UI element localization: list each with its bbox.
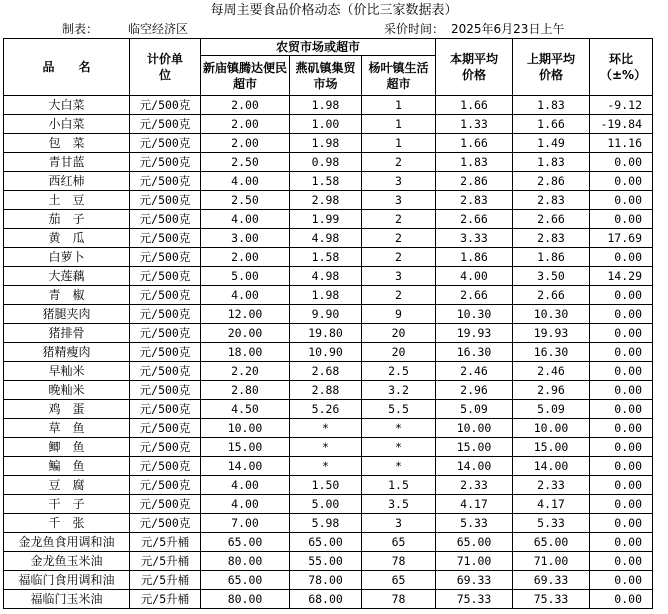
cell-market-3: 9: [362, 305, 436, 324]
table-row: [4, 191, 653, 210]
cell-unit: 元/500克: [130, 438, 201, 457]
cell-market-1: 5.00: [201, 267, 290, 286]
cell-current-avg: 71.00: [436, 552, 513, 571]
cell-market-2: 1.98: [290, 134, 362, 153]
header-name: 品 名: [4, 39, 130, 96]
cell-market-3: 3: [362, 191, 436, 210]
cell-market-1: 65.00: [201, 533, 290, 552]
cell-current-avg: 10.00: [436, 419, 513, 438]
cell-previous-avg: 2.83: [513, 191, 590, 210]
cell-market-3: 1: [362, 96, 436, 115]
cell-name: 金龙鱼玉米油: [4, 552, 130, 571]
sheet-title: 每周主要食品价格动态（价比三家数据表）: [210, 3, 458, 18]
cell-change: 0.00: [590, 590, 653, 609]
table-row: [4, 172, 653, 191]
cell-current-avg: 4.17: [436, 495, 513, 514]
cell-market-3: 3: [362, 172, 436, 191]
header-market-2: 燕矶镇集贸市场: [290, 56, 362, 96]
cell-market-2: 1.98: [290, 96, 362, 115]
cell-market-3: 2: [362, 248, 436, 267]
table-row: [4, 153, 653, 172]
cell-market-3: *: [362, 438, 436, 457]
time-value: 2025年6月23日上午: [451, 22, 565, 36]
cell-current-avg: 2.96: [436, 381, 513, 400]
cell-current-avg: 2.83: [436, 191, 513, 210]
cell-market-1: 3.00: [201, 229, 290, 248]
cell-previous-avg: 1.66: [513, 115, 590, 134]
cell-name: 大白菜: [4, 96, 130, 115]
cell-current-avg: 2.66: [436, 286, 513, 305]
cell-unit: 元/500克: [130, 248, 201, 267]
cell-current-avg: 69.33: [436, 571, 513, 590]
table-row: [4, 286, 653, 305]
table-row: [4, 343, 653, 362]
table-row: [4, 324, 653, 343]
header-change: 环比（±%）: [590, 39, 653, 96]
cell-current-avg: 1.66: [436, 96, 513, 115]
cell-previous-avg: 15.00: [513, 438, 590, 457]
header-market-3: 杨叶镇生活超市: [362, 56, 436, 96]
cell-market-1: 80.00: [201, 590, 290, 609]
cell-name: 草 鱼: [4, 419, 130, 438]
cell-unit: 元/500克: [130, 419, 201, 438]
cell-market-2: 4.98: [290, 229, 362, 248]
cell-unit: 元/500克: [130, 96, 201, 115]
table-row: [4, 590, 653, 609]
cell-change: 0.00: [590, 362, 653, 381]
cell-market-3: 2.5: [362, 362, 436, 381]
cell-current-avg: 75.33: [436, 590, 513, 609]
info-row: [0, 21, 668, 38]
table-row: [4, 495, 653, 514]
cell-unit: 元/500克: [130, 115, 201, 134]
cell-previous-avg: 2.96: [513, 381, 590, 400]
cell-market-2: 2.68: [290, 362, 362, 381]
cell-current-avg: 1.83: [436, 153, 513, 172]
cell-market-2: 2.88: [290, 381, 362, 400]
cell-change: 0.00: [590, 286, 653, 305]
cell-previous-avg: 2.46: [513, 362, 590, 381]
cell-unit: 元/500克: [130, 362, 201, 381]
cell-previous-avg: 1.83: [513, 96, 590, 115]
cell-name: 猪排骨: [4, 324, 130, 343]
cell-unit: 元/500克: [130, 191, 201, 210]
cell-market-2: *: [290, 419, 362, 438]
cell-name: 大莲藕: [4, 267, 130, 286]
cell-previous-avg: 71.00: [513, 552, 590, 571]
cell-change: 14.29: [590, 267, 653, 286]
cell-unit: 元/5升桶: [130, 590, 201, 609]
cell-market-2: 19.80: [290, 324, 362, 343]
cell-change: 11.16: [590, 134, 653, 153]
cell-change: 0.00: [590, 552, 653, 571]
cell-change: 0.00: [590, 571, 653, 590]
cell-market-3: 3.5: [362, 495, 436, 514]
cell-name: 豆 腐: [4, 476, 130, 495]
cell-change: 0.00: [590, 172, 653, 191]
cell-unit: 元/500克: [130, 457, 201, 476]
cell-market-3: 65: [362, 533, 436, 552]
cell-market-2: 4.98: [290, 267, 362, 286]
cell-name: 鲫 鱼: [4, 438, 130, 457]
cell-change: 0.00: [590, 324, 653, 343]
cell-market-1: 20.00: [201, 324, 290, 343]
cell-unit: 元/500克: [130, 286, 201, 305]
cell-market-1: 7.00: [201, 514, 290, 533]
cell-market-3: 2: [362, 286, 436, 305]
cell-market-3: 1: [362, 115, 436, 134]
table-row: [4, 210, 653, 229]
table-row: [4, 533, 653, 552]
cell-market-1: 4.00: [201, 476, 290, 495]
cell-market-2: 0.98: [290, 153, 362, 172]
cell-previous-avg: 2.83: [513, 229, 590, 248]
cell-previous-avg: 1.83: [513, 153, 590, 172]
cell-market-1: 2.50: [201, 191, 290, 210]
table-row: [4, 248, 653, 267]
cell-previous-avg: 10.30: [513, 305, 590, 324]
cell-unit: 元/500克: [130, 210, 201, 229]
cell-name: 晚籼米: [4, 381, 130, 400]
cell-change: 0.00: [590, 400, 653, 419]
cell-name: 干 子: [4, 495, 130, 514]
cell-change: 0.00: [590, 248, 653, 267]
cell-market-1: 2.80: [201, 381, 290, 400]
cell-name: 青 椒: [4, 286, 130, 305]
cell-current-avg: 1.86: [436, 248, 513, 267]
cell-previous-avg: 3.50: [513, 267, 590, 286]
cell-market-3: 5.5: [362, 400, 436, 419]
cell-name: 早籼米: [4, 362, 130, 381]
cell-market-3: 2: [362, 229, 436, 248]
table-row: [4, 552, 653, 571]
cell-market-1: 2.00: [201, 248, 290, 267]
maker-label: 制表：: [62, 22, 99, 36]
cell-market-1: 4.00: [201, 210, 290, 229]
cell-market-3: 2: [362, 153, 436, 172]
cell-market-1: 2.20: [201, 362, 290, 381]
cell-market-1: 4.00: [201, 495, 290, 514]
cell-name: 猪精瘦肉: [4, 343, 130, 362]
table-row: [4, 96, 653, 115]
cell-current-avg: 1.66: [436, 134, 513, 153]
table-row: [4, 115, 653, 134]
cell-market-1: 4.00: [201, 172, 290, 191]
cell-market-3: 2: [362, 210, 436, 229]
cell-previous-avg: 16.30: [513, 343, 590, 362]
table-row: [4, 229, 653, 248]
cell-unit: 元/500克: [130, 400, 201, 419]
cell-previous-avg: 10.00: [513, 419, 590, 438]
cell-market-3: 78: [362, 590, 436, 609]
cell-market-1: 2.00: [201, 96, 290, 115]
cell-unit: 元/500克: [130, 476, 201, 495]
cell-market-2: *: [290, 438, 362, 457]
cell-market-1: 12.00: [201, 305, 290, 324]
cell-change: -9.12: [590, 96, 653, 115]
cell-current-avg: 2.86: [436, 172, 513, 191]
cell-current-avg: 3.33: [436, 229, 513, 248]
cell-market-1: 15.00: [201, 438, 290, 457]
cell-change: 0.00: [590, 210, 653, 229]
cell-market-2: 68.00: [290, 590, 362, 609]
cell-unit: 元/500克: [130, 381, 201, 400]
cell-unit: 元/500克: [130, 229, 201, 248]
cell-market-2: 5.98: [290, 514, 362, 533]
header-previous-avg: 上期平均价格: [513, 39, 590, 96]
cell-market-2: 5.26: [290, 400, 362, 419]
cell-market-2: 1.58: [290, 248, 362, 267]
cell-market-3: 78: [362, 552, 436, 571]
cell-market-3: 3: [362, 267, 436, 286]
cell-unit: 元/500克: [130, 267, 201, 286]
time-label: 采价时间：: [384, 22, 445, 36]
cell-previous-avg: 1.49: [513, 134, 590, 153]
cell-unit: 元/500克: [130, 172, 201, 191]
cell-change: 0.00: [590, 343, 653, 362]
cell-current-avg: 15.00: [436, 438, 513, 457]
price-table: [3, 38, 653, 609]
cell-unit: 元/500克: [130, 305, 201, 324]
cell-name: 白萝卜: [4, 248, 130, 267]
cell-change: 0.00: [590, 533, 653, 552]
cell-market-3: *: [362, 457, 436, 476]
cell-market-2: 2.98: [290, 191, 362, 210]
cell-unit: 元/5升桶: [130, 533, 201, 552]
cell-previous-avg: 5.09: [513, 400, 590, 419]
cell-name: 青甘蓝: [4, 153, 130, 172]
cell-change: 0.00: [590, 305, 653, 324]
table-row: [4, 419, 653, 438]
cell-previous-avg: 2.66: [513, 210, 590, 229]
cell-market-3: 3.2: [362, 381, 436, 400]
cell-market-1: 18.00: [201, 343, 290, 362]
cell-name: 金龙鱼食用调和油: [4, 533, 130, 552]
cell-unit: 元/500克: [130, 134, 201, 153]
cell-current-avg: 2.46: [436, 362, 513, 381]
cell-current-avg: 16.30: [436, 343, 513, 362]
cell-name: 鸡 蛋: [4, 400, 130, 419]
cell-unit: 元/500克: [130, 324, 201, 343]
table-row: [4, 381, 653, 400]
cell-name: 西红柿: [4, 172, 130, 191]
cell-market-2: 1.58: [290, 172, 362, 191]
cell-unit: 元/500克: [130, 514, 201, 533]
cell-name: 千 张: [4, 514, 130, 533]
cell-market-3: 20: [362, 343, 436, 362]
cell-change: 0.00: [590, 381, 653, 400]
cell-previous-avg: 2.33: [513, 476, 590, 495]
cell-unit: 元/500克: [130, 495, 201, 514]
cell-market-1: 10.00: [201, 419, 290, 438]
cell-previous-avg: 4.17: [513, 495, 590, 514]
cell-market-2: 1.50: [290, 476, 362, 495]
cell-market-3: 1: [362, 134, 436, 153]
cell-market-2: *: [290, 457, 362, 476]
cell-change: -19.84: [590, 115, 653, 134]
cell-name: 茄 子: [4, 210, 130, 229]
cell-name: 包 菜: [4, 134, 130, 153]
cell-unit: 元/5升桶: [130, 571, 201, 590]
cell-market-3: 65: [362, 571, 436, 590]
cell-current-avg: 65.00: [436, 533, 513, 552]
cell-name: 福临门食用调和油: [4, 571, 130, 590]
cell-previous-avg: 75.33: [513, 590, 590, 609]
cell-change: 0.00: [590, 153, 653, 172]
cell-name: 福临门玉米油: [4, 590, 130, 609]
cell-current-avg: 19.93: [436, 324, 513, 343]
table-row: [4, 476, 653, 495]
cell-market-2: 65.00: [290, 533, 362, 552]
cell-change: 0.00: [590, 514, 653, 533]
cell-market-3: 20: [362, 324, 436, 343]
table-row: [4, 305, 653, 324]
table-row: [4, 514, 653, 533]
header-unit: 计价单位: [130, 39, 201, 96]
cell-previous-avg: 14.00: [513, 457, 590, 476]
cell-change: 0.00: [590, 495, 653, 514]
table-row: [4, 571, 653, 590]
cell-name: 小白菜: [4, 115, 130, 134]
cell-market-1: 4.50: [201, 400, 290, 419]
cell-market-2: 9.90: [290, 305, 362, 324]
cell-market-2: 1.98: [290, 286, 362, 305]
cell-unit: 元/500克: [130, 153, 201, 172]
cell-current-avg: 4.00: [436, 267, 513, 286]
cell-market-2: 55.00: [290, 552, 362, 571]
table-row: [4, 457, 653, 476]
cell-previous-avg: 1.86: [513, 248, 590, 267]
cell-unit: 元/5升桶: [130, 552, 201, 571]
cell-market-3: *: [362, 419, 436, 438]
cell-market-2: 10.90: [290, 343, 362, 362]
maker-value: 临空经济区: [128, 22, 189, 36]
table-row: [4, 134, 653, 153]
cell-market-1: 2.50: [201, 153, 290, 172]
table-row: [4, 362, 653, 381]
cell-current-avg: 5.09: [436, 400, 513, 419]
cell-unit: 元/500克: [130, 343, 201, 362]
cell-market-1: 4.00: [201, 286, 290, 305]
table-row: [4, 400, 653, 419]
cell-current-avg: 2.66: [436, 210, 513, 229]
cell-change: 0.00: [590, 438, 653, 457]
cell-current-avg: 2.33: [436, 476, 513, 495]
cell-current-avg: 5.33: [436, 514, 513, 533]
cell-market-2: 5.00: [290, 495, 362, 514]
header-current-avg: 本期平均价格: [436, 39, 513, 96]
cell-change: 0.00: [590, 191, 653, 210]
cell-name: 鳊 鱼: [4, 457, 130, 476]
cell-previous-avg: 2.86: [513, 172, 590, 191]
cell-market-2: 1.00: [290, 115, 362, 134]
cell-market-2: 1.99: [290, 210, 362, 229]
cell-change: 0.00: [590, 476, 653, 495]
cell-market-2: 78.00: [290, 571, 362, 590]
cell-market-1: 2.00: [201, 134, 290, 153]
header-market-1: 新庙镇腾达便民超市: [201, 56, 290, 96]
cell-market-3: 1.5: [362, 476, 436, 495]
cell-current-avg: 1.33: [436, 115, 513, 134]
table-row: [4, 438, 653, 457]
cell-name: 黄 瓜: [4, 229, 130, 248]
cell-change: 0.00: [590, 457, 653, 476]
cell-change: 17.69: [590, 229, 653, 248]
cell-previous-avg: 65.00: [513, 533, 590, 552]
header-markets-group: 农贸市场或超市: [201, 39, 436, 56]
cell-name: 土 豆: [4, 191, 130, 210]
cell-market-1: 2.00: [201, 115, 290, 134]
cell-current-avg: 14.00: [436, 457, 513, 476]
cell-previous-avg: 19.93: [513, 324, 590, 343]
cell-previous-avg: 2.66: [513, 286, 590, 305]
cell-market-1: 65.00: [201, 571, 290, 590]
cell-current-avg: 10.30: [436, 305, 513, 324]
cell-market-1: 14.00: [201, 457, 290, 476]
table-row: [4, 267, 653, 286]
cell-market-1: 80.00: [201, 552, 290, 571]
cell-previous-avg: 5.33: [513, 514, 590, 533]
cell-change: 0.00: [590, 419, 653, 438]
cell-previous-avg: 69.33: [513, 571, 590, 590]
cell-market-3: 3: [362, 514, 436, 533]
cell-name: 猪腿夹肉: [4, 305, 130, 324]
